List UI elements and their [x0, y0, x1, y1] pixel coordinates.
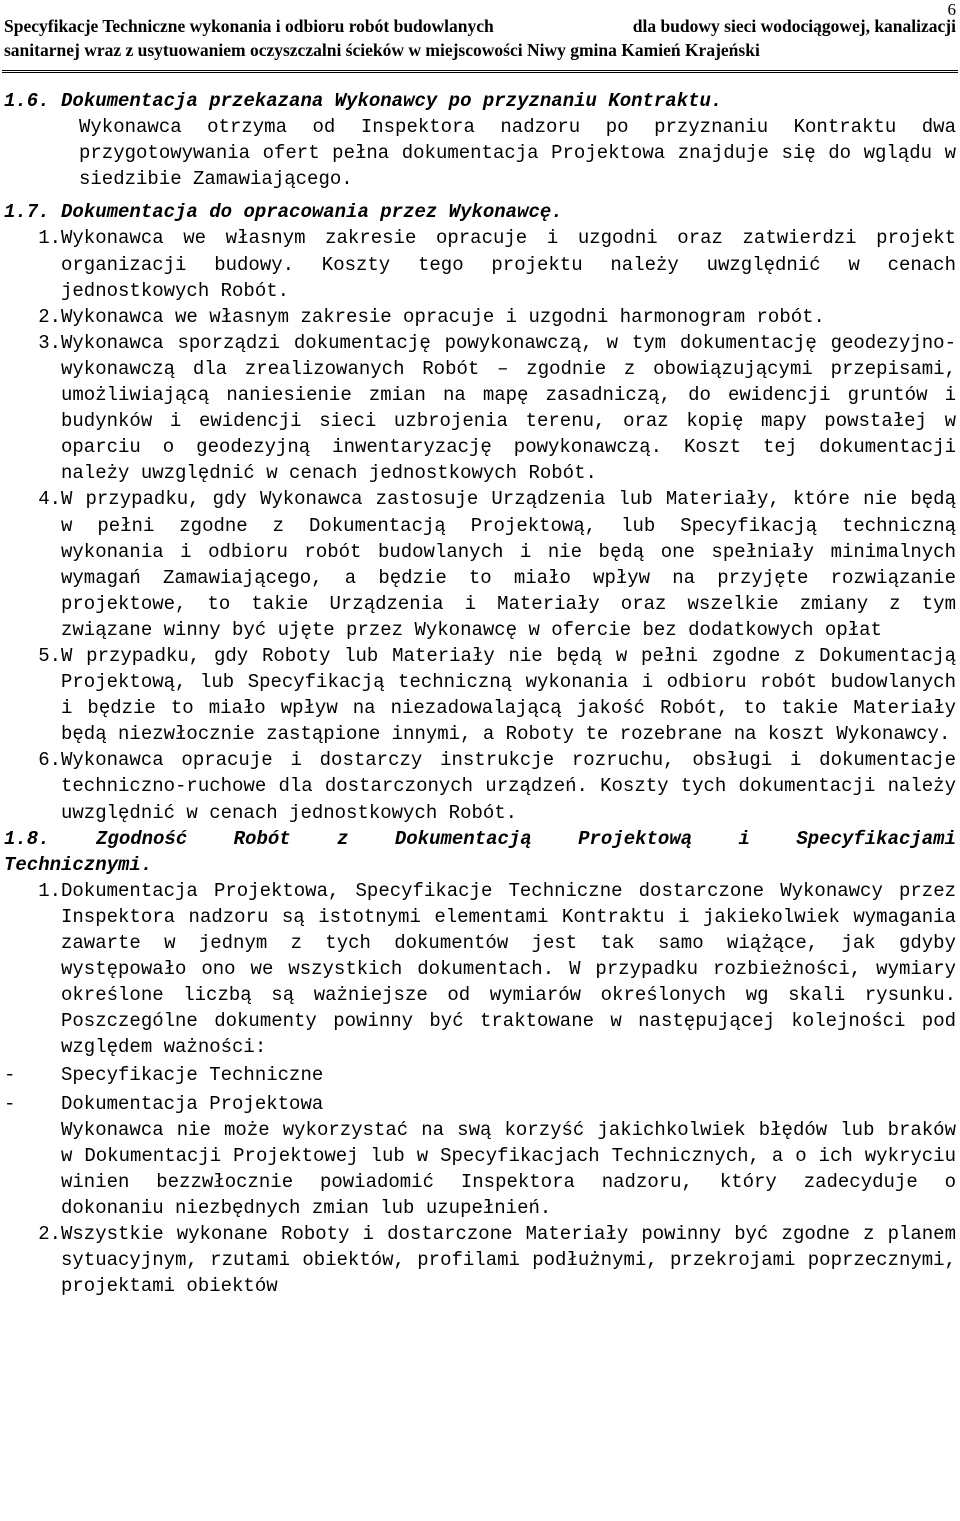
list-item	[4, 225, 956, 303]
paragraph	[4, 1117, 956, 1221]
list-item	[4, 878, 956, 1061]
list-item-number: 3.	[38, 331, 61, 354]
heading-word: z	[337, 827, 349, 850]
heading-word: 1.8.	[4, 827, 50, 850]
heading-word: Specyfikacjami	[796, 827, 956, 850]
heading-word: Robót	[233, 827, 291, 850]
header-title-left: Specyfikacje Techniczne wykonania i odbioru robót budowlanych	[4, 16, 494, 36]
section-1-8-heading-cont: Technicznymi.	[4, 853, 153, 876]
header-divider	[2, 70, 958, 73]
list-item-text: W przypadku, gdy Wykonawca zastosuje Urządzenia lub Materiały, które nie będą w pełni zgodne z Dokumentacją Projektową, lub Specyfikacją techniczną wykonania i odbioru robót budowlanych i nie będą one spełniały minimalnych wymagań Zamawiającego, a będzie to miało wpływ na przyjęte rozwiązanie projektowe, to takie Urządzenia i Materiały oraz wszelkie zmiany z tym związane winny być ujęte przez Wykonawcę w ofercie bez dodatkowych opłat	[61, 488, 956, 641]
list-item-text: Wszystkie wykonane Roboty i dostarczone Materiały powinny być zgodne z planem sytuacyjnym, rzutami obiektów, profilami podłużnymi, przekrojami poprzecznymi, projektami obiektów	[61, 1223, 956, 1298]
document-body	[4, 88, 956, 1299]
list-item	[4, 1221, 956, 1299]
list-item	[4, 330, 956, 487]
list-item-number: 2.	[38, 305, 61, 328]
list-item-text: Wykonawca we własnym zakresie opracuje i uzgodni harmonogram robót.	[61, 305, 825, 328]
list-item-number: 2.	[38, 1223, 61, 1246]
dash-list-item	[4, 1062, 956, 1088]
section-1-6-paragraph: Wykonawca otrzyma od Inspektora nadzoru po przyznaniu Kontraktu dwa przygotowywania ofert pełna dokumentacja Projektowa znajduje się do wglądu w siedzibie Zamawiającego.	[79, 116, 956, 191]
list-item-text: W przypadku, gdy Roboty lub Materiały nie będą w pełni zgodne z Dokumentacją Projektową, lub Specyfikacją techniczną wykonania i odbioru robót budowlanych i będzie to miało wpływ na niezadowalającą jakość Robót, to takie Materiały będą niezwłocznie zastąpione innymi, a Roboty te rozebrane na koszt Wykonawcy.	[61, 644, 956, 746]
heading-word: Dokumentacją	[394, 827, 532, 850]
dash-list-text: Dokumentacja Projektowa	[61, 1092, 324, 1115]
list-item-text: Dokumentacja Projektowa, Specyfikacje Techniczne dostarczone Wykonawcy przez Inspektora nadzoru są istotnymi elementami Kontraktu i jakiekolwiek wymagania zawarte w jednym z tych dokumentów jest tak samo wiążące, jak gdyby występowało ono we wszystkich dokumentach. W przypadku rozbieżności, wymiary określone liczbą są ważniejsze od wymiarów określonych wg skali rysunku. Poszczególne dokumenty powinny być traktowane w następującej kolejności pod względem ważności:	[61, 879, 956, 1059]
page-number: 6	[947, 0, 956, 19]
heading-word: Zgodność	[96, 827, 188, 850]
dash-list-text: Specyfikacje Techniczne	[61, 1064, 324, 1087]
header-subtitle: sanitarnej wraz z usytuowaniem oczyszczalni ścieków w miejscowości Niwy gmina Kamień Krajeński	[4, 40, 760, 60]
heading-word: i	[738, 827, 750, 850]
dash-bullet: -	[4, 1064, 16, 1087]
indent-spacer	[4, 1117, 61, 1221]
section-1-6-heading: 1.6. Dokumentacja przekazana Wykonawcy po przyznaniu Kontraktu.	[4, 90, 723, 112]
header-line-1	[4, 14, 956, 38]
list-item	[4, 304, 956, 330]
list-item-text: Wykonawca opracuje i dostarczy instrukcje rozruchu, obsługi i dokumentacje techniczno-ruchowe dla dostarczonych urządzeń. Koszty tych dokumentacji należy uwzględnić w cenach jednostkowych Robót.	[61, 749, 956, 824]
paragraph-text: Wykonawca nie może wykorzystać na swą korzyść jakichkolwiek błędów lub braków w Dokumentacji Projektowej lub w Specyfikacjach Technicznych, a o ich wykryciu winien bezzwłocznie powiadomić Inspektora nadzoru, który zadecyduje o dokonaniu niezbędnych zmian lub uzupełnień.	[61, 1118, 956, 1219]
section-1-7-heading: 1.7. Dokumentacja do opracowania przez Wykonawcę.	[4, 201, 563, 224]
dash-bullet: -	[4, 1092, 16, 1115]
document-header	[4, 14, 956, 62]
list-item-number: 1.	[38, 227, 61, 250]
list-item-number: 6.	[38, 749, 61, 772]
section-1-8-heading	[4, 826, 956, 852]
list-item	[4, 747, 956, 825]
list-item-number: 4.	[38, 488, 61, 511]
list-item-number: 5.	[38, 644, 61, 667]
list-item	[4, 486, 956, 643]
list-item-text: Wykonawca we własnym zakresie opracuje i uzgodni oraz zatwierdzi projekt organizacji budowy. Koszty tego projektu należy uwzględnić w cenach jednostkowych Robót.	[61, 227, 956, 302]
header-title-right: dla budowy sieci wodociągowej, kanalizacji	[632, 16, 956, 36]
list-item-text: Wykonawca sporządzi dokumentację powykonawczą, w tym dokumentację geodezyjno-wykonawczą dla zrealizowanych Robót – zgodnie z obowiązującymi przepisami, umożliwiającą naniesienie zmian na mapę zasadniczą, do ewidencji gruntów i budynków i ewidencji sieci uzbrojenia terenu, oraz kopię mapy powstałej w oparciu o geodezyjną inwentaryzację powykonawczą. Koszt tej dokumentacji należy uwzględnić w cenach jednostkowych Robót.	[61, 331, 956, 485]
list-item	[4, 643, 956, 747]
heading-word: Projektową	[578, 827, 693, 850]
list-item-number: 1.	[38, 879, 61, 902]
dash-list-item	[4, 1091, 956, 1117]
header-line-2	[4, 38, 956, 62]
